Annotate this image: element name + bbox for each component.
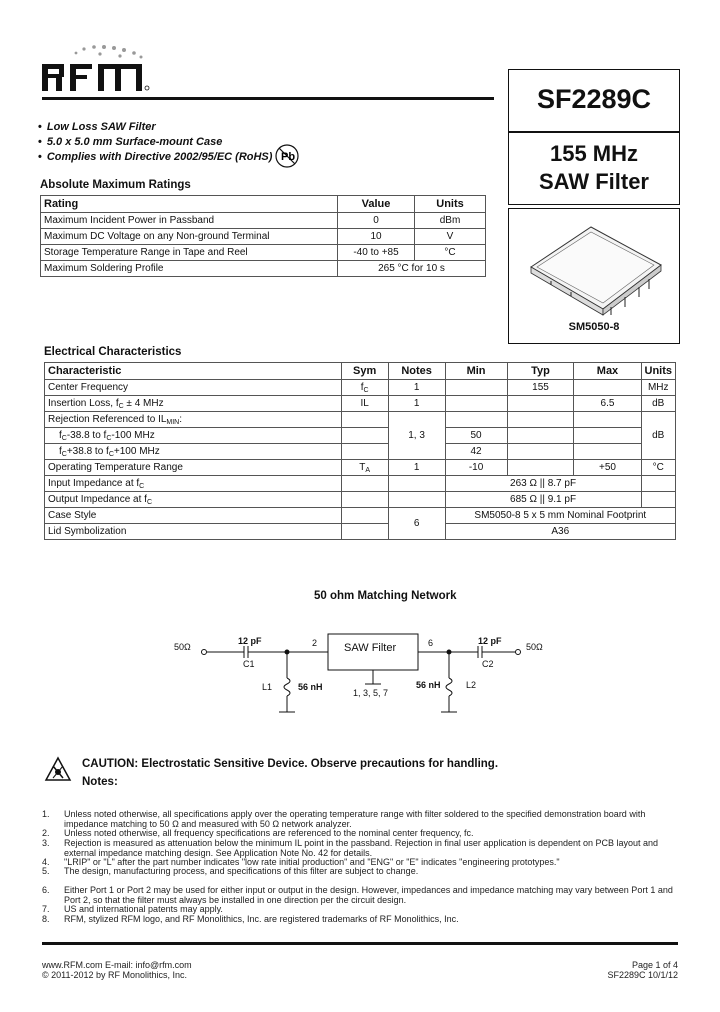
cell (45, 396, 342, 412)
cell (341, 412, 388, 428)
note-number: 5. (42, 866, 50, 876)
cell: 6.5 (574, 396, 641, 412)
package-image (521, 215, 671, 319)
cell: Storage Temperature Range in Tape and Reel (41, 245, 338, 261)
cell (445, 412, 507, 428)
cell (45, 444, 342, 460)
cell (341, 460, 388, 476)
feature-item: • 5.0 x 5.0 mm Surface-mount Case (38, 136, 222, 148)
cell: 42 (445, 444, 507, 460)
cell: SM5050-8 5 x 5 mm Nominal Footprint (445, 508, 675, 524)
table-row (45, 476, 676, 492)
cell: Maximum DC Voltage on any Non-ground Terminal (41, 229, 338, 245)
text: +100 MHz (113, 445, 160, 457)
cell: 1 (388, 396, 445, 412)
note-number: 2. (42, 828, 50, 838)
col-header: Max (574, 363, 641, 380)
cell: 1 (388, 460, 445, 476)
part-number: SF2289C (536, 84, 652, 114)
table-header-row (45, 363, 676, 380)
text: : (179, 413, 183, 425)
text: ± 4 MHz (123, 397, 164, 409)
sym: f (360, 381, 364, 393)
cell: MHz (641, 380, 676, 396)
cell (341, 508, 388, 524)
text-sub: C (118, 402, 124, 410)
cell: 1, 3 (388, 412, 445, 460)
cell (445, 396, 507, 412)
cell (341, 492, 388, 508)
col-header: Units (641, 363, 676, 380)
note-text: "LRIP" or "L" after the part number indicates "low rate initial production" and "ENG" or "E" indicates "engineering prototypes." (64, 857, 560, 867)
matching-title: 50 ohm Matching Network (314, 590, 457, 602)
footer-page: Page 1 of 4 (631, 960, 678, 970)
rohs-pb-free-icon (274, 143, 300, 174)
note-text: US and international patents may apply. (64, 904, 223, 914)
note-text: Either Port 1 or Port 2 may be used for either input or output in the design. However, impedances and impedance matching may vary between Port 1 and Port 2, so that the filter must always be installed in one direction per the circuit design. (64, 885, 673, 905)
cell (341, 380, 388, 396)
c2-name: C2 (482, 659, 494, 669)
cell (507, 460, 574, 476)
table-row (45, 380, 676, 396)
note-text: Unless noted otherwise, all specifications apply over the operating temperature range with filter soldered to the specified demonstration board with impedance matching to 50 Ω and measured with 50 Ω network analyzer. (64, 809, 646, 829)
l1-name: L1 (262, 682, 273, 692)
text: +38.8 to f (66, 445, 109, 457)
output-impedance-label: 50Ω (526, 642, 543, 652)
cell (341, 428, 388, 444)
col-header: Rating (41, 196, 338, 213)
text-sub: C (146, 498, 153, 506)
cell: -40 to +85 (338, 245, 415, 261)
frequency-label: 155 MHz (549, 141, 639, 166)
col-header: Typ (507, 363, 574, 380)
table-row (41, 245, 486, 261)
pin-in: 2 (312, 638, 318, 648)
table-row (41, 261, 486, 277)
note-number: 7. (42, 904, 50, 914)
note-number: 6. (42, 885, 50, 895)
note-number: 1. (42, 809, 50, 819)
cell: Maximum Incident Power in Passband (41, 213, 338, 229)
l1-value: 56 nH (298, 682, 323, 692)
cell (574, 412, 641, 428)
cell (507, 412, 574, 428)
elec-title: Electrical Characteristics (44, 346, 182, 358)
table-row (45, 412, 676, 428)
footer-copyright: © 2011-2012 by RF Monolithics, Inc. (42, 970, 188, 980)
cell: 265 °C for 10 s (338, 261, 486, 277)
cell (45, 412, 342, 428)
c1-value: 12 pF (238, 636, 262, 646)
note-item (42, 839, 682, 859)
cell (641, 492, 676, 508)
cell: A36 (445, 524, 675, 540)
cell: dB (641, 396, 676, 412)
cell: Maximum Soldering Profile (41, 261, 338, 277)
footer-doc-id: SF2289C 10/1/12 (607, 970, 678, 980)
l2-name: L2 (466, 680, 477, 690)
sym-sub: C (363, 386, 369, 394)
cell (341, 444, 388, 460)
sym-sub: A (365, 466, 371, 474)
cell (574, 428, 641, 444)
part-number-box (508, 69, 680, 133)
cell (507, 444, 574, 460)
esd-warning-icon (44, 756, 72, 789)
cell (574, 444, 641, 460)
note-number: 8. (42, 914, 50, 924)
col-header: Sym (341, 363, 388, 380)
cell: V (415, 229, 486, 245)
cell: 6 (388, 508, 445, 540)
col-header: Characteristic (45, 363, 342, 380)
cell: -10 (445, 460, 507, 476)
note-text: The design, manufacturing process, and specifications of this filter are subject to change. (64, 866, 419, 876)
table-row (41, 229, 486, 245)
sym: T (359, 461, 366, 473)
note-number: 3. (42, 838, 50, 848)
text: -38.8 to f (66, 429, 107, 441)
text-sub: C (61, 434, 67, 442)
text: -100 MHz (111, 429, 155, 441)
feature-item: • Complies with Directive 2002/95/EC (RoHS) (38, 151, 272, 163)
cell: 155 (507, 380, 574, 396)
c1-name: C1 (243, 659, 255, 669)
text: Rejection Referenced to IL (48, 413, 167, 425)
table-row (45, 492, 676, 508)
cell: °C (415, 245, 486, 261)
cell: °C (641, 460, 676, 476)
rfm-logo (42, 44, 152, 101)
input-impedance-label: 50Ω (174, 642, 191, 652)
cell (507, 396, 574, 412)
col-header: Min (445, 363, 507, 380)
text: Output Impedance at f (48, 493, 147, 505)
cell (45, 492, 342, 508)
cell (507, 428, 574, 444)
text-sub: C (61, 450, 67, 458)
text-sub: C (139, 482, 145, 490)
col-header: Notes (388, 363, 445, 380)
footer-rule (42, 942, 678, 945)
cell: dB (641, 412, 676, 460)
cell: 685 Ω || 9.1 pF (445, 492, 641, 508)
col-header: Value (338, 196, 415, 213)
cell: Operating Temperature Range (45, 460, 342, 476)
text: f (59, 429, 62, 441)
table-row (41, 213, 486, 229)
cell (341, 524, 388, 540)
abs-max-table (40, 195, 486, 277)
note-item (42, 810, 682, 830)
abs-max-title: Absolute Maximum Ratings (40, 179, 191, 191)
elec-table (44, 362, 676, 540)
cell: Lid Symbolization (45, 524, 342, 540)
text: Insertion Loss, f (48, 397, 119, 409)
description-box (508, 131, 680, 205)
table-row (45, 460, 676, 476)
cell (341, 476, 388, 492)
cell: 10 (338, 229, 415, 245)
saw-filter-label: SAW Filter (344, 642, 397, 654)
matching-network-diagram (170, 628, 550, 718)
l2-value: 56 nH (416, 680, 441, 690)
c2-value: 12 pF (478, 636, 502, 646)
note-text: Unless noted otherwise, all frequency specifications are referenced to the nominal center frequency, fc. (64, 828, 474, 838)
cell: 263 Ω || 8.7 pF (445, 476, 641, 492)
text: Input Impedance at f (48, 477, 140, 489)
cell (574, 380, 641, 396)
cell: +50 (574, 460, 641, 476)
cell (45, 428, 342, 444)
package-box (508, 208, 680, 344)
notes-title: Notes: (82, 776, 118, 788)
footer-website[interactable]: www.RFM.com E-mail: info@rfm.com (42, 960, 192, 970)
cell (641, 476, 676, 492)
ground-pins: 1, 3, 5, 7 (353, 688, 389, 698)
header-rule (42, 97, 494, 100)
pin-out: 6 (428, 638, 434, 648)
cell (388, 476, 445, 492)
note-text: RFM, stylized RFM logo, and RF Monolithics, Inc. are registered trademarks of RF Monolithics, Inc. (64, 914, 459, 924)
cell: dBm (415, 213, 486, 229)
table-row (45, 428, 676, 444)
note-text: Rejection is measured as attenuation below the minimum IL point in the passband. Rejection in final user application is dependent on PCB layout and external impedance matching design. See Application Note No. 42 for details. (64, 838, 659, 858)
cell: 50 (445, 428, 507, 444)
table-row (45, 508, 676, 524)
text-sub: MIN (166, 418, 180, 426)
cell (445, 380, 507, 396)
note-item (42, 886, 682, 906)
cell (388, 492, 445, 508)
feature-item: • Low Loss SAW Filter (38, 121, 156, 133)
table-row (45, 524, 676, 540)
cell: 0 (338, 213, 415, 229)
caution-text: CAUTION: Electrostatic Sensitive Device. Observe precautions for handling. (82, 758, 499, 770)
note-item (42, 867, 682, 877)
text-sub: C (108, 450, 114, 458)
rohs-badge-text: Pb (281, 151, 296, 163)
filter-type-label: SAW Filter (538, 169, 649, 194)
cell: IL (341, 396, 388, 412)
package-label: SM5050-8 (568, 321, 620, 333)
table-header-row (41, 196, 486, 213)
table-row (45, 396, 676, 412)
note-number: 4. (42, 857, 50, 867)
col-header: Units (415, 196, 486, 213)
text: f (59, 445, 62, 457)
cell (45, 476, 342, 492)
text-sub: C (106, 434, 112, 442)
cell: 1 (388, 380, 445, 396)
note-item (42, 915, 682, 925)
cell: Center Frequency (45, 380, 342, 396)
table-row (45, 444, 676, 460)
cell: Case Style (45, 508, 342, 524)
